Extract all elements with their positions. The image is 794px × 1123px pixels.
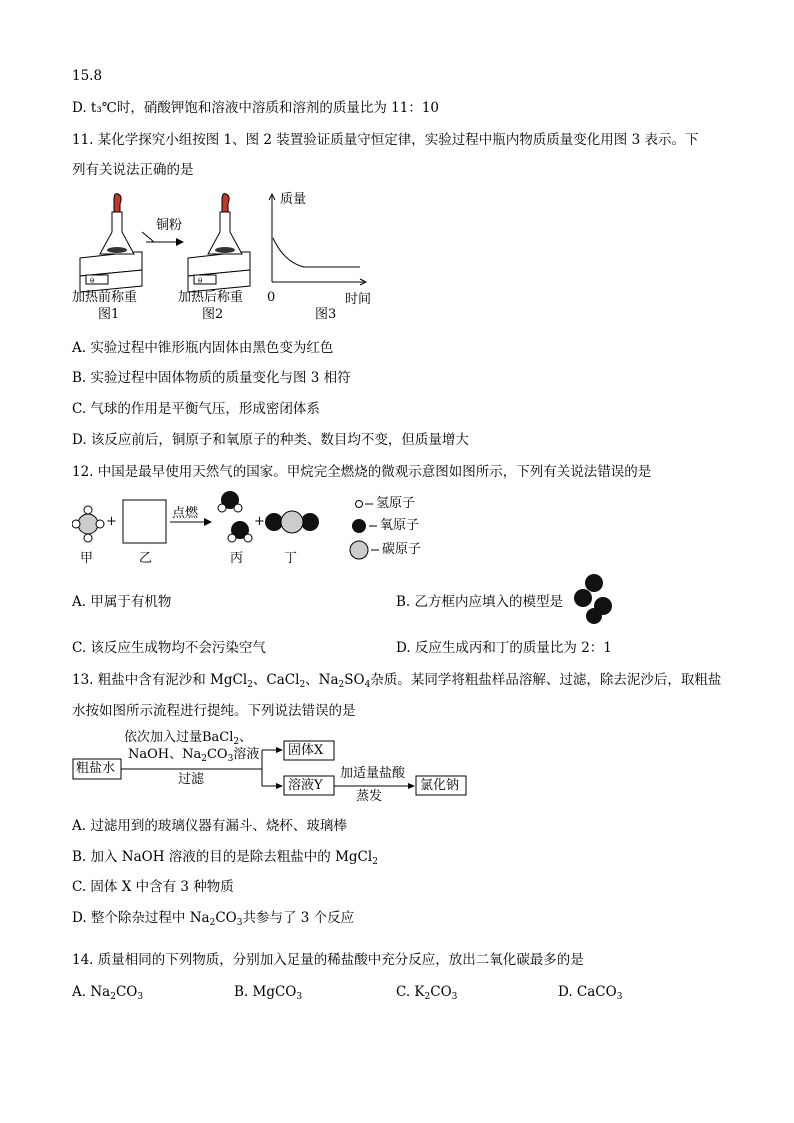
flow-reagent-1: 依次加入过量BaCl$_2$、	[124, 730, 253, 747]
graph-origin: 0	[267, 290, 276, 305]
svg-text:θ: θ	[90, 277, 95, 285]
label-ding: 丁	[284, 551, 298, 566]
fig1-caption: 加热前称重	[72, 290, 138, 305]
flow-solution-y: 溶液Y	[288, 778, 323, 793]
figure-12	[72, 488, 472, 573]
option-a: A. 过滤用到的玻璃仪器有漏斗、烧杯、玻璃棒	[72, 818, 347, 834]
box-yi	[123, 500, 166, 543]
option-a: A. $Na_2CO_3$	[72, 984, 144, 1002]
figure-13-flowchart	[72, 730, 472, 805]
option-b: B. 实验过程中固体物质的质量变化与图 3 相符	[72, 370, 351, 386]
option-a: A. 甲属于有机物	[72, 594, 172, 610]
svg-text:θ: θ	[198, 277, 203, 285]
option-c: C. 气球的作用是平衡气压，形成密闭体系	[72, 401, 320, 417]
graph-y-label: 质量	[280, 192, 307, 207]
label-bing: 丙	[230, 551, 244, 566]
water-molecules	[218, 491, 252, 542]
methane-molecule	[72, 506, 104, 542]
option-a: A. 实验过程中锥形瓶内固体由黑色变为红色	[72, 340, 334, 356]
condition-label: 点燃	[172, 506, 199, 521]
co2-molecule	[265, 511, 319, 533]
balance-2	[188, 194, 250, 292]
option-c: C. 固体 X 中含有 3 种物质	[72, 879, 234, 895]
flow-solid-x: 固体X	[288, 743, 324, 758]
option-b: B. 加入 NaOH 溶液的目的是除去粗盐中的 MgCl$_2$	[72, 849, 378, 867]
plus-sign: +	[254, 514, 265, 529]
fig2-title: 图2	[202, 307, 224, 322]
option-c: C. 该反应生成物均不会污染空气	[72, 640, 266, 656]
label-yi: 乙	[139, 551, 153, 566]
legend-oxygen: 氧原子	[380, 518, 420, 533]
flow-start: 粗盐水	[76, 761, 116, 776]
flow-product: 氯化钠	[420, 778, 460, 793]
question-12-stem: 12. 中国是最早使用天然气的国家。甲烷完全燃烧的微观示意图如图所示，下列有关说法错误的是	[72, 464, 652, 480]
flow-evaporate: 蒸发	[356, 789, 383, 804]
o2-model-icon	[570, 572, 618, 624]
text-line: 15.8	[72, 68, 103, 84]
figure-11	[72, 190, 372, 325]
fig1-title: 图1	[98, 307, 120, 322]
flow-acid: 加适量盐酸	[340, 766, 406, 781]
question-13-stem-cont: 水按如图所示流程进行提纯。下列说法错误的是	[72, 703, 356, 719]
plus-sign: +	[106, 514, 117, 529]
option-d-prev: D. t₃℃时，硝酸钾饱和溶液中溶质和溶剂的质量比为 11：10	[72, 100, 440, 116]
option-d: D. CaCO$_3$	[558, 984, 623, 1002]
fig2-caption: 加热后称重	[178, 290, 244, 305]
label-jia: 甲	[80, 551, 94, 566]
question-14-stem: 14. 质量相同的下列物质，分别加入足量的稀盐酸中充分反应，放出二氧化碳最多的是	[72, 952, 584, 968]
flow-reagent-2: NaOH、$Na_2CO_3$溶液	[128, 747, 260, 764]
legend-carbon: 碳原子	[382, 542, 422, 557]
option-d: D. 该反应前后，铜原子和氧原子的种类、数目均不变，但质量增大	[72, 432, 469, 448]
question-13-stem: 13. 粗盐中含有泥沙和 MgCl$_2$、CaCl$_2$、$Na_2SO_4$杂质。某同学将粗盐样品溶解、过滤，除去泥沙后，取粗盐	[72, 672, 722, 690]
option-d: D. 整个除杂过程中 $Na_2CO_3$共参与了 3 个反应	[72, 910, 355, 928]
balance-1	[80, 194, 142, 292]
option-c: C. $K_2CO_3$	[396, 984, 458, 1002]
copper-label: 铜粉	[156, 218, 183, 233]
option-b: B. 乙方框内应填入的模型是	[396, 594, 564, 610]
option-d: D. 反应生成丙和丁的质量比为 2：1	[396, 640, 612, 656]
option-b: B. MgCO$_3$	[234, 984, 303, 1002]
graph-x-label: 时间	[345, 292, 372, 307]
question-11-stem: 11. 某化学探究小组按图 1、图 2 装置验证质量守恒定律，实验过程中瓶内物质质量变化用图 3 表示。下	[72, 132, 699, 148]
fig3-title: 图3	[315, 307, 337, 322]
question-11-stem-cont: 列有关说法正确的是	[72, 162, 194, 178]
flow-filter: 过滤	[178, 772, 205, 787]
legend-hydrogen: 氢原子	[376, 496, 416, 511]
